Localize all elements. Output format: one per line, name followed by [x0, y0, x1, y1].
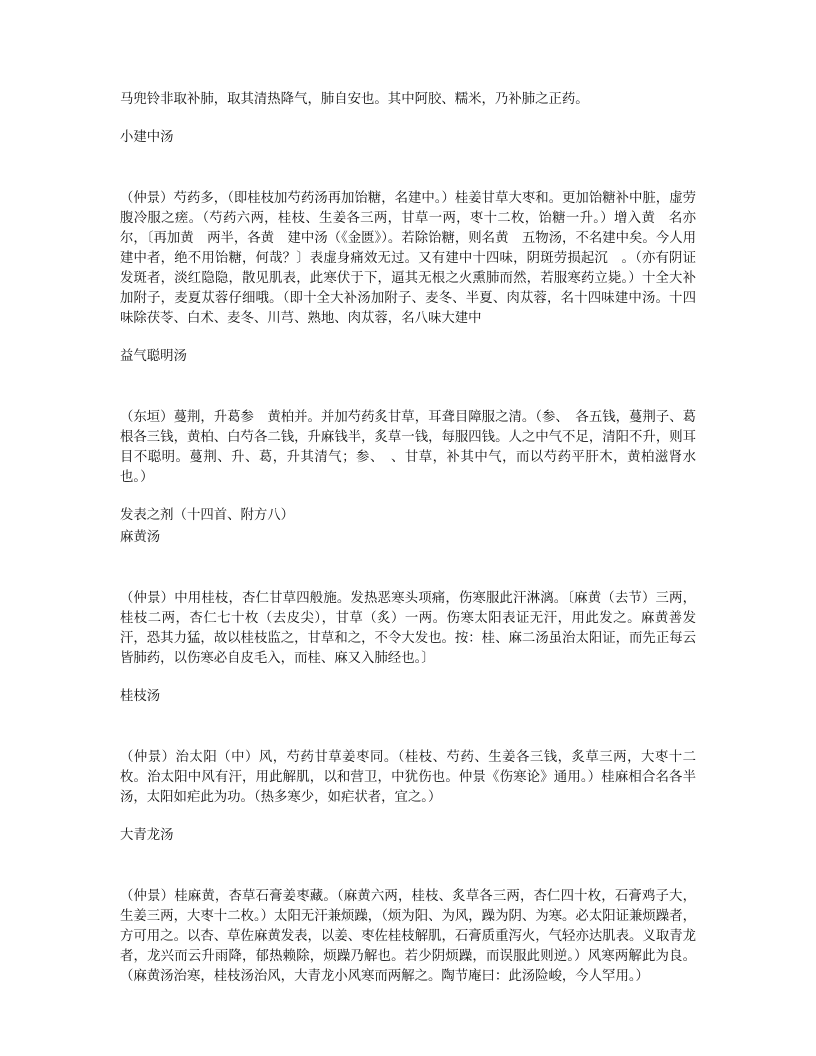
paragraph-gui-zhi-tang: （仲景）治太阳（中）风，芍药甘草姜枣同。（桂枝、芍药、生姜各三钱，炙草三两，大枣十二枚。治太阳中风有汗，用此解肌，以和营卫，中犹伤也。仲景《伤寒论》通用。）桂麻相合名各半汤，太阳如疟此为功。（热多寒少，如疟状者，宜之。） [120, 750, 696, 805]
document-page [120, 90, 696, 987]
section-heading-fa-biao: 发表之剂（十四首、附方八） [120, 508, 295, 523]
heading-xiao-jian-zhong-tang: 小建中汤 [120, 130, 174, 145]
heading-da-qing-long-tang: 大青龙汤 [120, 828, 174, 843]
paragraph-ma-huang-tang: （仲景）中用桂枝，杏仁甘草四般施。发热恶寒头项痛，伤寒服此汗淋漓。〔麻黄（去节）三两，桂枝二两，杏仁七十枚（去皮尖），甘草（炙）一两。伤寒太阳表证无汗，用此发之。麻黄善发汗，恐其力猛，故以桂枝监之，甘草和之，不令大发也。按：桂、麻二汤虽治太阳证，而先正每云皆肺药，以伤寒必自皮毛入，而桂、麻又入肺经也。〕 [120, 591, 696, 666]
heading-ma-huang-tang: 麻黄汤 [120, 530, 161, 545]
paragraph-yi-qi-cong-ming-tang: （东垣）蔓荆，升葛参 黄柏并。并加芍药炙甘草，耳聋目障服之清。（参、 各五钱，蔓荆子、葛根各三钱，黄柏、白芍各二钱，升麻钱半，炙草一钱，每服四钱。人之中气不足，清阳不升，则耳目不聪明。蔓荆、升、葛，升其清气；参、 、甘草，补其中气，而以芍药平肝木，黄柏滋肾水也。） [120, 410, 696, 485]
paragraph-xiao-jian-zhong-tang: （仲景）芍药多，（即桂枝加芍药汤再加饴糖，名建中。）桂姜甘草大枣和。更加饴糖补中脏，虚劳腹冷服之瘥。（芍药六两，桂枝、生姜各三两，甘草一两，枣十二枚，饴糖一升。）增入黄 名亦尔，〔再加黄 两半，各黄 建中汤（《金匮》）。若除饴糖，则名黄 五物汤，不名建中矣。今人用建中者，绝不用饴糖，何哉？〕表虚身痛效无过。又有建中十四味，阴斑劳损起沉 。（亦有阴证发斑者，淡红隐隐，散见肌表，此寒伏于下，逼其无根之火熏肺而然，若服寒药立毙。）十全大补加附子，麦夏苁蓉仔细哦。（即十全大补汤加附子、麦冬、半夏、肉苁蓉，名十四味建中汤。十四味除茯苓、白术、麦冬、川芎、熟地、肉苁蓉，名八味大建中 [120, 191, 696, 326]
heading-gui-zhi-tang: 桂枝汤 [120, 689, 161, 704]
paragraph-intro: 马兜铃非取补肺，取其清热降气，肺自安也。其中阿胶、糯米，乃补肺之正药。 [120, 92, 589, 107]
heading-yi-qi-cong-ming-tang: 益气聪明汤 [120, 349, 187, 364]
paragraph-da-qing-long-tang: （仲景）桂麻黄，杏草石膏姜枣藏。（麻黄六两，桂枝、炙草各三两，杏仁四十枚，石膏鸡子大，生姜三两，大枣十二枚。）太阳无汗兼烦躁，（烦为阳、为风，躁为阴、为寒。必太阳证兼烦躁者，方可用之。以杏、草佐麻黄发表，以姜、枣佐桂枝解肌，石膏质重泻火，气轻亦达肌表。义取青龙者，龙兴而云升雨降，郁热赖除，烦躁乃解也。若少阴烦躁，而误服此则逆。）风寒两解此为良。（麻黄汤治寒，桂枝汤治风，大青龙小风寒而两解之。陶节庵曰：此汤险峻，今人罕用。） [120, 889, 696, 984]
